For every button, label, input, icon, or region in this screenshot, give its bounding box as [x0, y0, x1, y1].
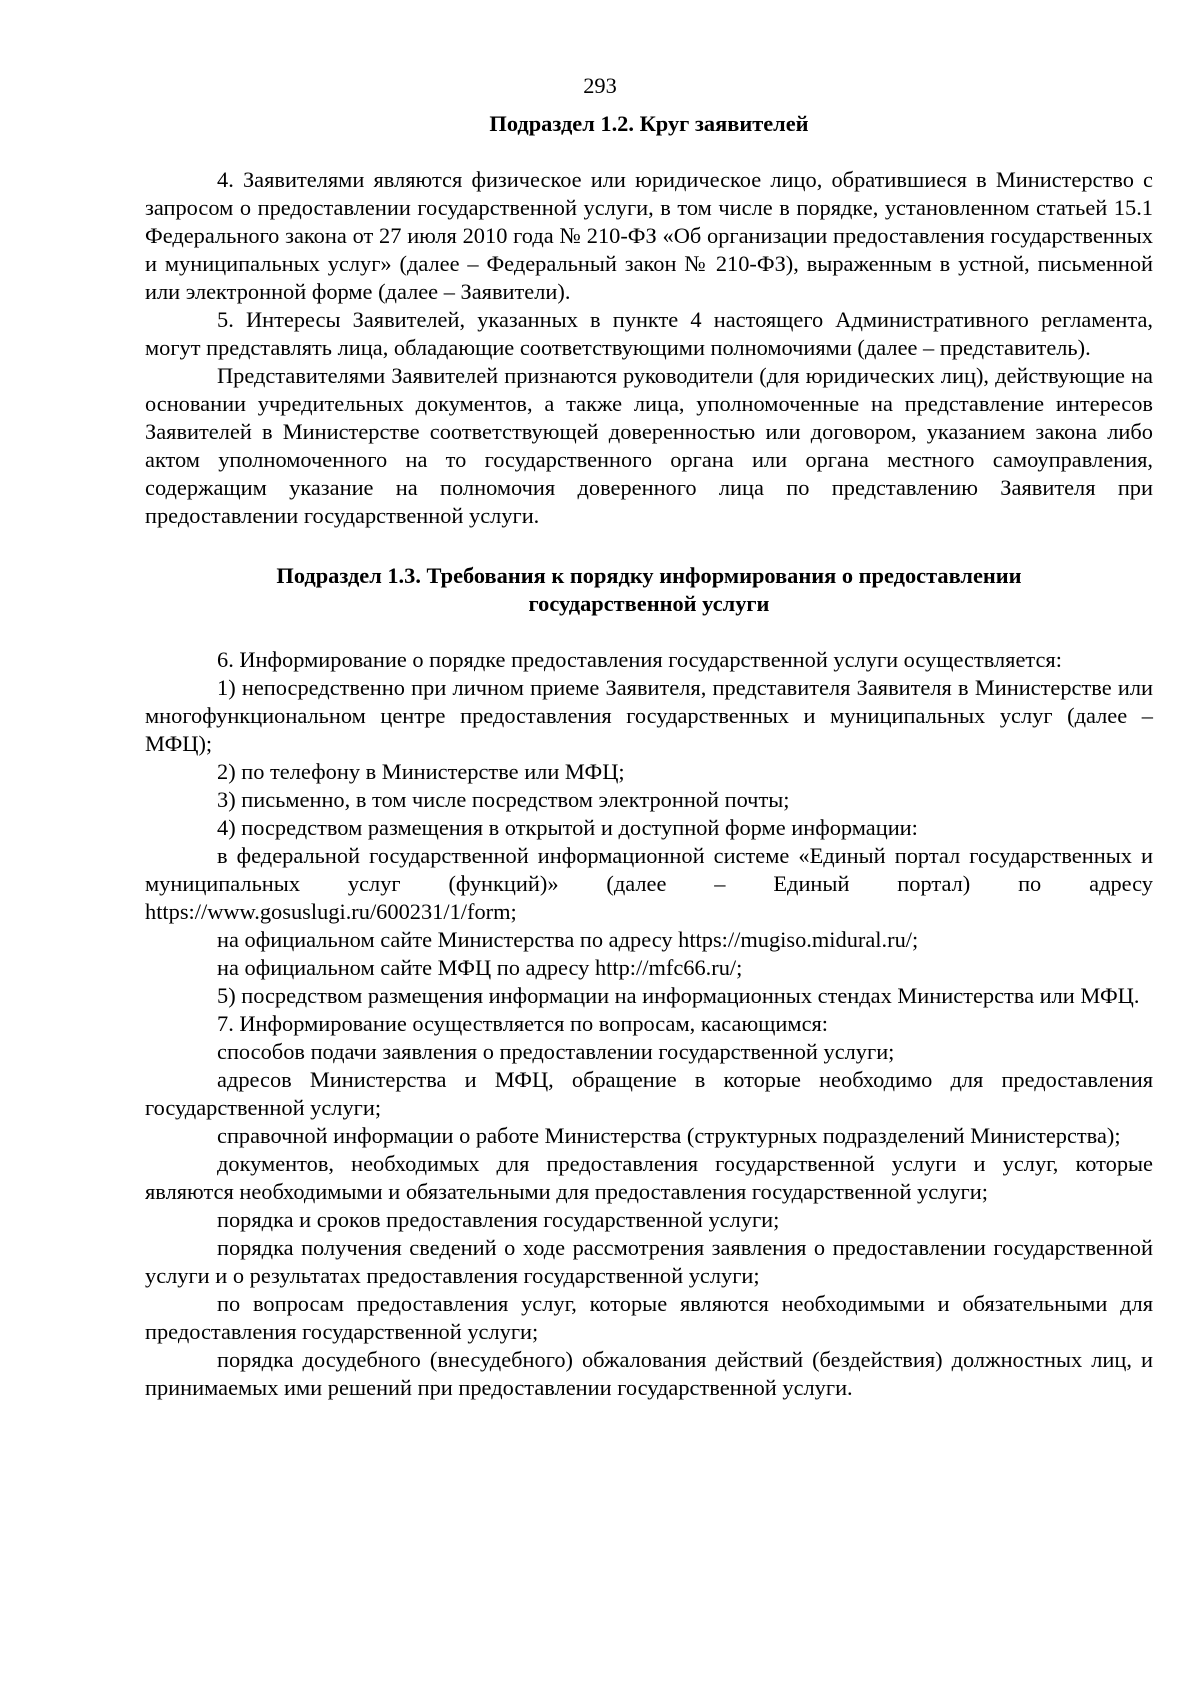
- paragraph-representatives: Представителями Заявителей признаются руководители (для юридических лиц), действующие на основании учредительных документов, а также лица, уполномоченные на представление интересов Заявителей в Министерстве соответствующей доверенностью или договором, указанием закона либо актом уполномоченного на то государственного органа или органа местного самоуправления, содержащим указание на полномочия доверенного лица по представлению Заявителя при предоставлении государственной услуги.: [145, 363, 1153, 528]
- list-item-5: 5) посредством размещения информации на информационных стендах Министерства или МФЦ.: [217, 983, 1140, 1008]
- list-item-3: 3) письменно, в том числе посредством электронной почты;: [217, 787, 790, 812]
- list-subitem-ministry-site: на официальном сайте Министерства по адресу https://mugiso.midural.ru/;: [217, 927, 919, 952]
- topic-status-info: порядка получения сведений о ходе рассмотрения заявления о предоставлении государственной услуги и о результатах предоставления государственной услуги;: [145, 1235, 1153, 1288]
- topic-appeal-procedure: порядка досудебного (внесудебного) обжалования действий (бездействия) должностных лиц, и принимаемых ими решений при предоставлении государственной услуги.: [145, 1347, 1153, 1400]
- topic-documents: документов, необходимых для предоставления государственной услуги и услуг, которые являются необходимыми и обязательными для предоставления государственной услуги;: [145, 1151, 1153, 1204]
- topic-procedure-terms: порядка и сроков предоставления государственной услуги;: [217, 1207, 780, 1232]
- topic-reference-info: справочной информации о работе Министерства (структурных подразделений Министерства);: [217, 1123, 1121, 1148]
- list-item-1: 1) непосредственно при личном приеме Заявителя, представителя Заявителя в Министерстве или многофункциональном центре предоставления государственных и муниципальных услуг (далее – МФЦ);: [145, 675, 1153, 756]
- topic-required-services: по вопросам предоставления услуг, которые являются необходимыми и обязательными для предоставления государственной услуги;: [145, 1291, 1153, 1344]
- list-subitem-mfc-site: на официальном сайте МФЦ по адресу http://mfc66.ru/;: [217, 955, 743, 980]
- list-item-2: 2) по телефону в Министерстве или МФЦ;: [217, 759, 625, 784]
- section-heading-1-3-line2: государственной услуги: [528, 591, 770, 616]
- section-heading-1-2: Подраздел 1.2. Круг заявителей: [489, 111, 809, 136]
- paragraph-item-4: 4. Заявителями являются физическое или юридическое лицо, обратившиеся в Министерство с запросом о предоставлении государственной услуги, в том числе в порядке, установленном статьей 15.1 Федерального закона от 27 июля 2010 года № 210-ФЗ «Об организации предоставления государственных и муниципальных услуг» (далее – Федеральный закон № 210-ФЗ), выраженным в устной, письменной или электронной форме (далее – Заявители).: [145, 167, 1153, 304]
- list-item-4: 4) посредством размещения в открытой и доступной форме информации:: [217, 815, 918, 840]
- paragraph-item-7: 7. Информирование осуществляется по вопросам, касающимся:: [217, 1011, 829, 1036]
- paragraph-item-5: 5. Интересы Заявителей, указанных в пункте 4 настоящего Административного регламента, могут представлять лица, обладающие соответствующими полномочиями (далее – представитель).: [145, 307, 1153, 360]
- section-heading-1-3: [145, 562, 1153, 618]
- topic-addresses: адресов Министерства и МФЦ, обращение в которые необходимо для предоставления государственной услуги;: [145, 1067, 1153, 1120]
- page-content: [145, 110, 1153, 1402]
- paragraph-item-6: 6. Информирование о порядке предоставления государственной услуги осуществляется:: [217, 647, 1062, 672]
- topic-submission-methods: способов подачи заявления о предоставлении государственной услуги;: [217, 1039, 895, 1064]
- list-subitem-unified-portal: в федеральной государственной информационной системе «Единый портал государственных и муниципальных услуг (функций)» (далее – Единый портал) по адресу https://www.gosuslugi.ru/600231/1/form;: [145, 843, 1153, 924]
- section-heading-1-3-line1: Подраздел 1.3. Требования к порядку информирования о предоставлении: [276, 563, 1022, 588]
- page-number: 293: [583, 73, 617, 98]
